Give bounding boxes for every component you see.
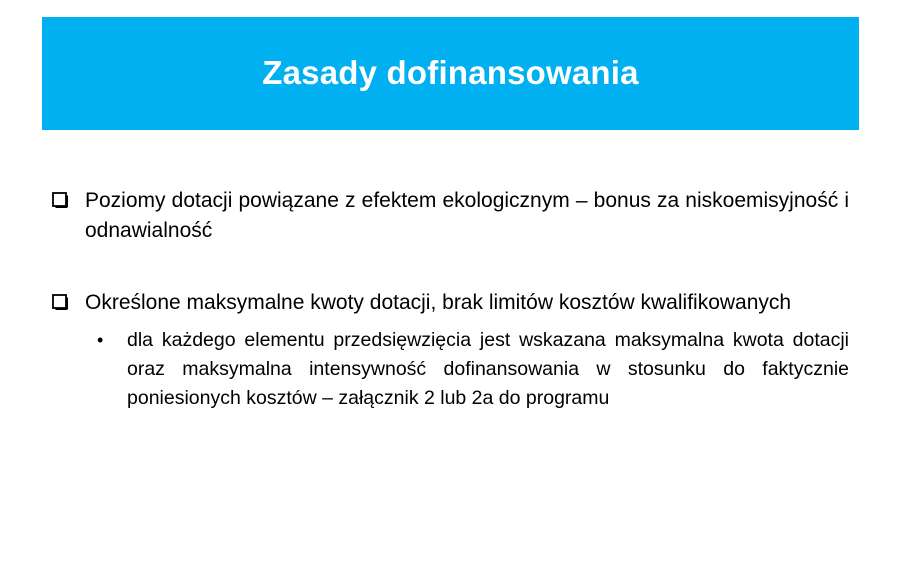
content-area: [52, 186, 849, 413]
checkbox-icon: [52, 294, 68, 310]
bullet-text: Poziomy dotacji powiązane z efektem ekologicznym – bonus za niskoemisyjność i odnawialność: [85, 189, 849, 242]
slide-title: Zasady dofinansowania: [262, 53, 639, 91]
sub-bullet-list: [85, 326, 849, 413]
bullet-item: [52, 288, 849, 413]
bullet-item: [52, 186, 849, 246]
sub-bullet-item: [85, 326, 849, 413]
bullet-text: Określone maksymalne kwoty dotacji, brak limitów kosztów kwalifikowanych: [85, 291, 792, 314]
dot-icon: •: [97, 330, 104, 350]
title-bar: [42, 17, 859, 130]
checkbox-icon: [52, 192, 68, 208]
sub-bullet-text: dla każdego elementu przedsięwzięcia jest wskazana maksymalna kwota dotacji oraz maksymalna intensywność dofinansowania w stosunku do faktycznie poniesionych kosztów – załącznik 2 lub 2a do programu: [127, 329, 849, 409]
